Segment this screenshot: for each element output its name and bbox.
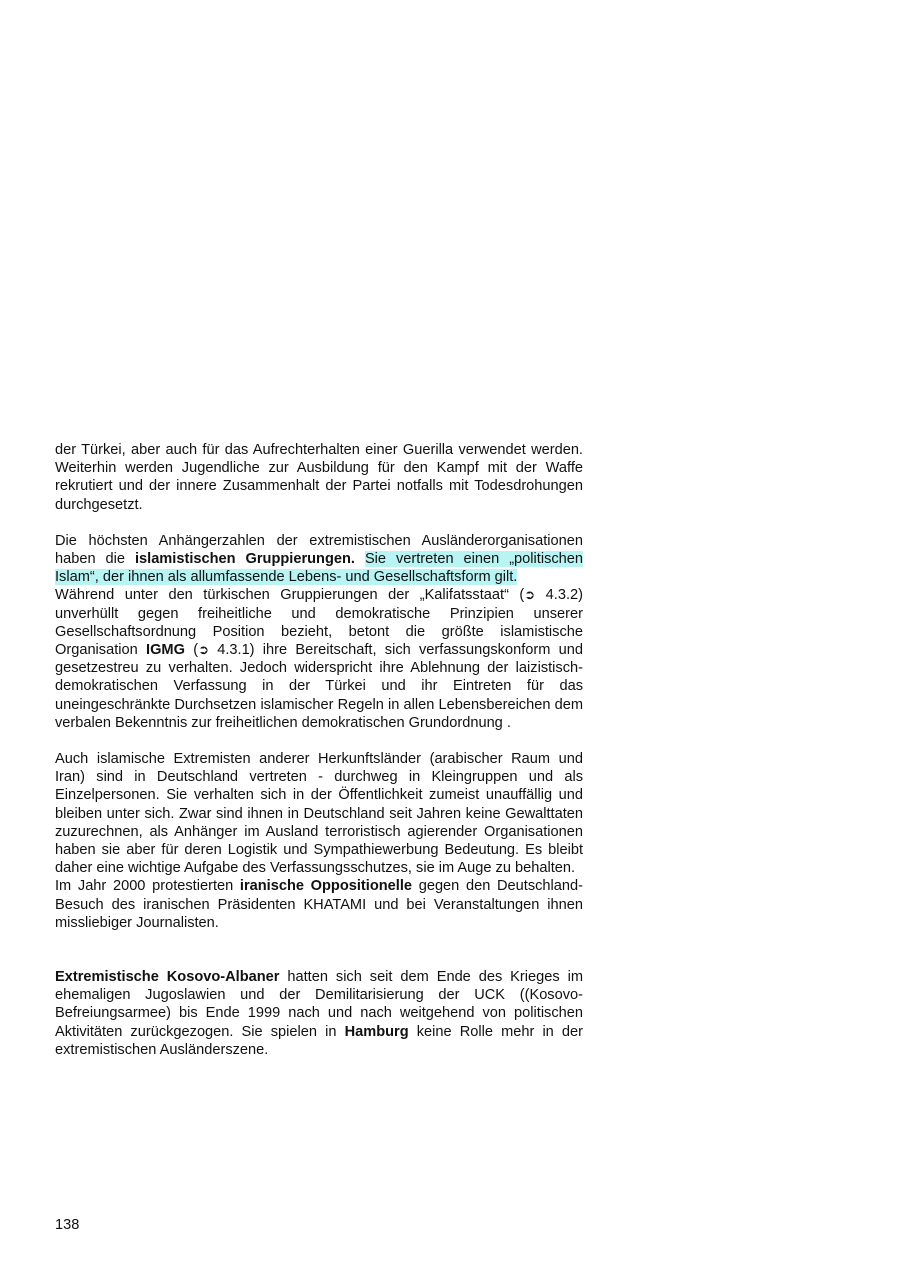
paragraph-islamist-groups [55, 532, 583, 732]
text-run: 4.3.2) unverhüllt gegen freiheitliche und demokratische Prinzipien unserer Gesellschaftsordnung Position bezieht, betont die größte islamistische Organisation [55, 587, 583, 659]
text-run: keine Rolle mehr in der extremistischen Ausländerszene. [55, 1023, 583, 1058]
paragraph-gap [55, 732, 583, 750]
text-run: Während unter den türkischen Gruppierungen der „Kalifatsstaat“ ( [55, 587, 525, 604]
arrow-reference-icon: ➲ [524, 587, 536, 603]
text-run: gegen den Deutschland-Besuch des iranischen Präsidenten KHATAMI und bei Veranstaltungen ihnen missliebiger Journalisten. [55, 878, 583, 931]
highlighted-sentence: Sie vertreten einen „politischen Islam“, der ihnen als allumfassende Lebens- und Gesellschaftsform gilt. [55, 551, 584, 586]
body-text [55, 441, 583, 1059]
text-run: Im Jahr 2000 protestierten [55, 878, 240, 895]
paragraph-gap [55, 932, 583, 968]
page-number: 138 [55, 1217, 80, 1233]
text-run: Die höchsten Anhängerzahlen der extremistischen Ausländerorganisationen haben die [55, 532, 583, 568]
paragraph-text: der Türkei, aber auch für das Aufrechterhalten einer Guerilla verwendet werden. Weiterhin werden Jugendliche zur Ausbildung für den Kampf mit der Waffe rekrutiert und der innere Zusammenhalt der Partei notfalls mit Todesdrohungen durchgesetzt. [55, 442, 583, 513]
paragraph-other-extremists [55, 750, 583, 932]
arrow-reference-icon: ➲ [198, 642, 209, 658]
bold-term-iranian-opposition: iranische Oppositionelle [239, 878, 413, 895]
text-run: 4.3.1) ihre Bereitschaft, sich verfassungskonform und gesetzestreu zu verhalten. Jedoch widerspricht ihre Ablehnung der laizistisch-demokratischen Verfassung in der Türkei und ihr Eintreten für das uneingeschränkte Durchsetzen islamischer Regeln in allen Lebensbereichen dem verbalen Bekenntnis zur freiheitlichen demokratischen Grundordnung . [55, 642, 583, 731]
paragraph-gap [55, 514, 583, 532]
paragraph-kosovo-albanians [55, 968, 583, 1059]
bold-term-islamist-groups: islamistischen Gruppierungen. [134, 551, 355, 568]
bold-term-kosovo-albanians: Extremistische Kosovo-Albaner [55, 969, 280, 986]
paragraph-guerilla [55, 441, 583, 514]
text-run: ( [184, 642, 199, 659]
paragraph-text: Auch islamische Extremisten anderer Herkunftsländer (arabischer Raum und Iran) sind in Deutschland vertreten - durchweg in Kleingruppen und als Einzelpersonen. Sie verhalten sich in der Öffentlichkeit zumeist unauffällig und bleiben unter sich. Zwar sind ihnen in Deutschland seit Jahren keine Gewalttaten zuzurechnen, als Anhänger im Ausland terroristisch agierender Organisationen haben sie aber für deren Logistik und Sympathiewerbung Bedeutung. Es bleibt daher eine wichtige Aufgabe des Verfassungsschutzes, sie im Auge zu behalten. [55, 751, 583, 877]
bold-term-igmg: IGMG [146, 642, 185, 659]
bold-term-hamburg: Hamburg [344, 1023, 409, 1040]
text-run: hatten sich seit dem Ende des Krieges im ehemaligen Jugoslawien und der Demilitarisierung der UCK ((Kosovo-Befreiungsarmee) bis Ende 1999 nach und nach weitgehend von politischen Aktivitäten zurückgezogen. Sie spielen in [55, 969, 583, 1040]
